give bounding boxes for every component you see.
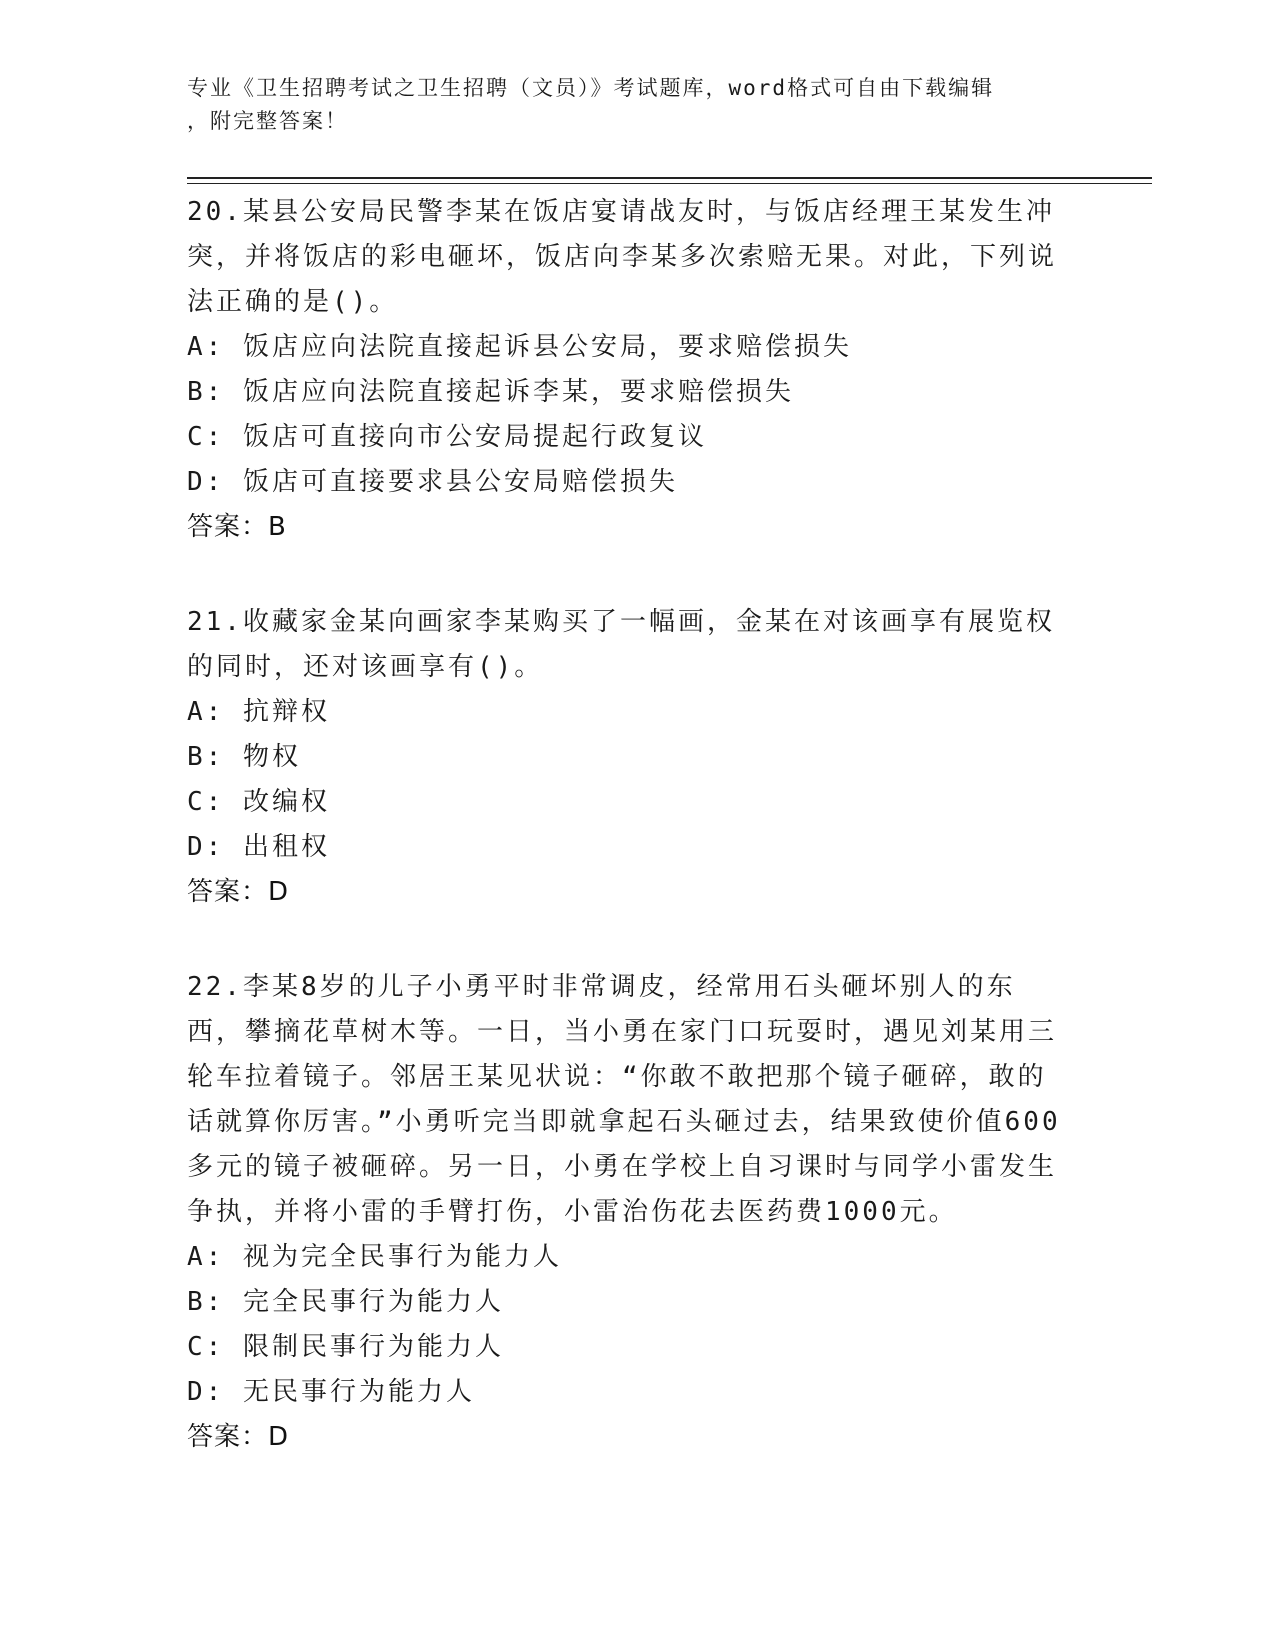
question-22 [187,965,1087,1460]
header-line-1: 专业《卫生招聘考试之卫生招聘（文员）》考试题库，word格式可自由下载编辑 [187,76,995,100]
option-a: A: 饭店应向法院直接起诉县公安局，要求赔偿损失 [187,332,852,362]
option-b: B: 物权 [187,742,301,772]
option-c: C: 改编权 [187,787,330,817]
option-b: B: 完全民事行为能力人 [187,1287,504,1317]
question-spacer [187,550,1087,600]
question-stem: 21.收藏家金某向画家李某购买了一幅画，金某在对该画享有展览权的同时，还对该画享有()。 [187,607,1055,682]
option-b: B: 饭店应向法院直接起诉李某，要求赔偿损失 [187,377,794,407]
question-stem: 22.李某8岁的儿子小勇平时非常调皮，经常用石头砸坏别人的东西，攀摘花草树木等。一日，当小勇在家门口玩耍时，遇见刘某用三轮车拉着镜子。邻居王某见状说：“你敢不敢把那个镜子砸碎，敢的话就算你厉害。”小勇听完当即就拿起石头砸过去，结果致使价值600多元的镜子被砸碎。另一日，小勇在学校上自习课时与同学小雷发生争执，并将小雷的手臂打伤，小雷治伤花去医药费1000元。 [187,972,1061,1227]
answer-line: 答案：D [187,877,290,907]
header-line-2: ，附完整答案！ [187,109,348,133]
option-d: D: 饭店可直接要求县公安局赔偿损失 [187,467,678,497]
answer-line: 答案：D [187,1422,290,1452]
option-c: C: 饭店可直接向市公安局提起行政复议 [187,422,707,452]
answer-line: 答案：B [187,512,287,542]
option-a: A: 视为完全民事行为能力人 [187,1242,562,1272]
header-divider-thick [187,177,1152,179]
header-divider-thin [187,183,1152,184]
question-stem: 20.某县公安局民警李某在饭店宴请战友时，与饭店经理王某发生冲突，并将饭店的彩电砸坏，饭店向李某多次索赔无果。对此，下列说法正确的是()。 [187,197,1058,317]
option-d: D: 出租权 [187,832,330,862]
document-header [187,72,1067,138]
question-20 [187,190,1087,550]
option-d: D: 无民事行为能力人 [187,1377,475,1407]
question-21 [187,600,1087,915]
option-a: A: 抗辩权 [187,697,330,727]
option-c: C: 限制民事行为能力人 [187,1332,504,1362]
question-spacer [187,915,1087,965]
question-list [187,190,1087,1460]
